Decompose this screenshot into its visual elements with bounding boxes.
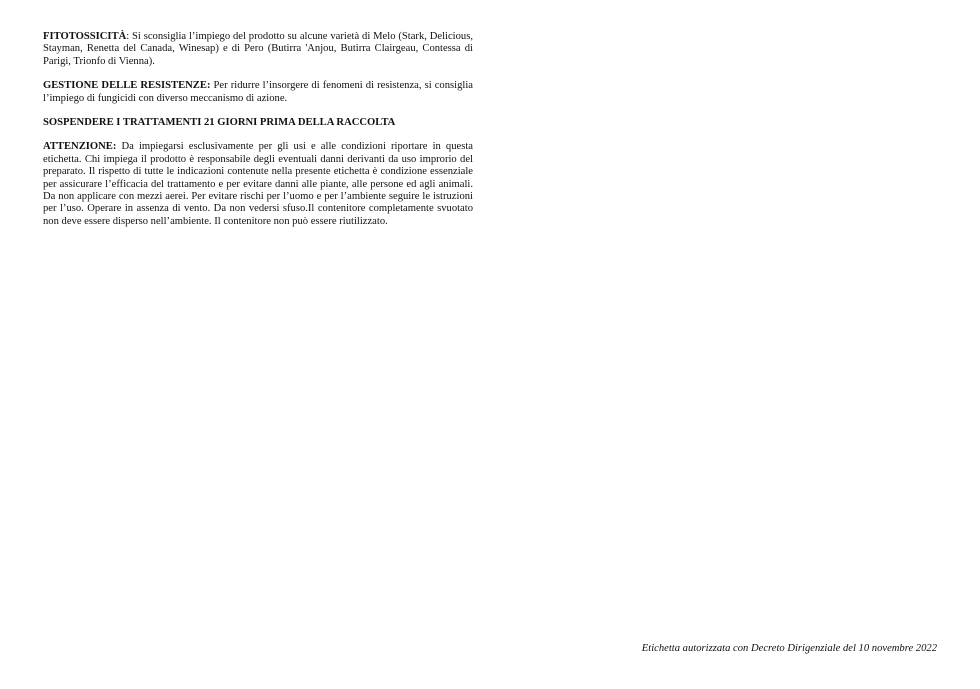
authorization-footer: Etichetta autorizzata con Decreto Dirigenziale del 10 novembre 2022 [641, 643, 937, 654]
attenzione-paragraph [43, 141, 473, 228]
fitotossicita-text: : Si sconsiglia l’impiego del prodotto su alcune varietà di Melo (Stark, Delicious, Stayman, Renetta del Canada, Winesap) e di Pero (Butirra 'Anjou, Butirra Clairgeau, Contessa di Parigi, Trionfo di Vienna). [43, 31, 473, 67]
gestione-resistenze-text: Per ridurre l’insorgere di fenomeni di resistenza, si consiglia l’impiego di fungicidi con diverso meccanismo di azione. [43, 80, 473, 104]
attenzione-heading: ATTENZIONE: [43, 141, 117, 153]
label-text-column [43, 31, 473, 240]
attenzione-text: Da impiegarsi esclusivamente per gli usi e alle condizioni riportare in questa etichetta. Chi impiega il prodotto è responsabile degli eventuali danni derivanti da uso improrio del preparato. Il rispetto di tutte le indicazioni contenute nella presente etichetta è condizione essenziale per assicurare l’efficacia del trattamento e per evitare danni alle piante, alle persone ed agli animali. Da non applicare con mezzi aerei. Per evitare rischi per l’uomo e per l’ambiente seguire le istruzioni per l’uso. Operare in assenza di vento. Da non vedersi sfuso.Il contenitore completamente svuotato non deve essere disperso nell’ambiente. Il contenitore non può essere riutilizzato. [43, 141, 473, 227]
fitotossicita-paragraph [43, 31, 473, 68]
sospendere-trattamenti-heading: SOSPENDERE I TRATTAMENTI 21 GIORNI PRIMA DELLA RACCOLTA [43, 117, 396, 129]
fitotossicita-heading: FITOTOSSICITÀ [43, 31, 127, 42]
gestione-resistenze-heading: GESTIONE DELLE RESISTENZE: [43, 80, 211, 92]
gestione-resistenze-paragraph [43, 80, 473, 105]
